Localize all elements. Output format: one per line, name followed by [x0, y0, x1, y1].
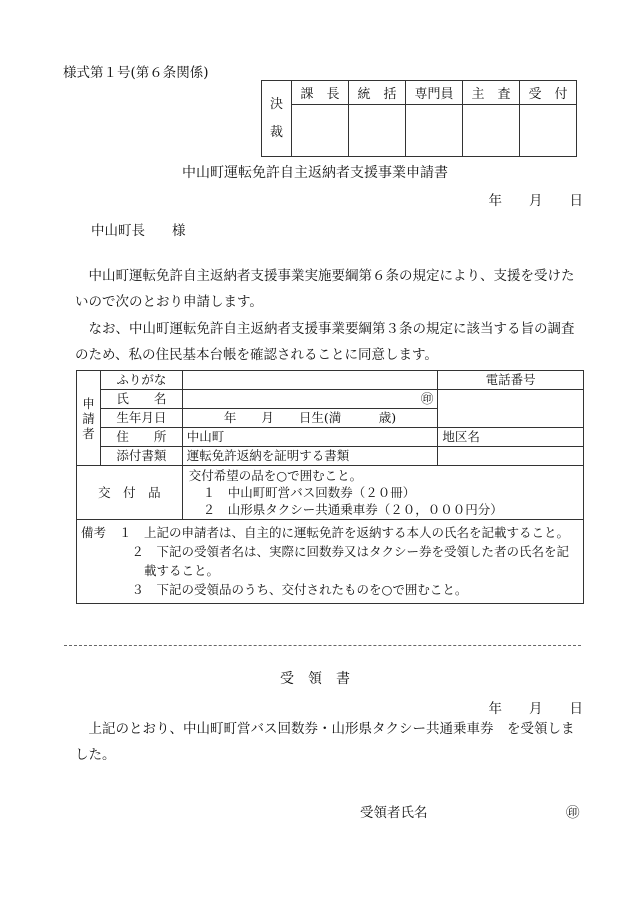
attachment-empty-cell [438, 447, 584, 466]
remarks-label: 備考 [81, 525, 107, 540]
approval-col-uketsuke: 受 付 [520, 81, 577, 105]
approval-stamp-box[interactable] [520, 105, 577, 157]
receipt-body: 上記のとおり、中山町町営バス回数券・山形県タクシー共通乗車券 を受領しました。 [75, 721, 575, 763]
name-label: 氏 名 [100, 390, 182, 409]
address-label: 住 所 [100, 428, 182, 447]
remarks-cell [77, 520, 584, 604]
phone-label: 電話番号 [438, 371, 584, 390]
furigana-field[interactable] [182, 371, 438, 390]
address-field[interactable]: 中山町 [182, 428, 438, 447]
document-title: 中山町運転免許自主返納者支援事業申請書 [182, 165, 448, 181]
approval-col-kacho: 課 長 [292, 81, 349, 105]
applicant-section-label: 申 請 者 [77, 371, 101, 466]
form-number: 様式第１号(第６条関係) [63, 65, 209, 81]
birth-field[interactable]: 年 月 日生(満 歳) [182, 409, 438, 428]
phone-field[interactable] [438, 390, 584, 428]
application-date[interactable]: 年 月 日 [488, 193, 583, 209]
seal-mark: ㊞ [420, 391, 434, 406]
grant-options [182, 466, 583, 520]
district-field[interactable]: 地区名 [438, 428, 584, 447]
remark-note-1: １ 上記の申請者は、自主的に運転免許を返納する本人の氏名を記載すること。 [119, 525, 570, 540]
attachment-field: 運転免許返納を証明する書類 [182, 447, 438, 466]
intro-paragraph-1: 中山町運転免許自主返納者支援事業実施要綱第６条の規定により、支援を受けたいので次のとおり申請します。 [75, 268, 575, 310]
approval-stamp-box[interactable] [292, 105, 349, 157]
name-field[interactable] [182, 390, 438, 409]
approval-stamp-box[interactable] [406, 105, 463, 157]
addressee: 中山町長 様 [91, 223, 186, 239]
approval-col-shusa: 主 査 [463, 81, 520, 105]
recipient-seal-mark: ㊞ [566, 805, 580, 821]
grant-label: 交 付 品 [77, 466, 183, 520]
cut-line [64, 645, 581, 646]
approval-stamp-box[interactable] [463, 105, 520, 157]
approval-col-senmonin: 専門員 [406, 81, 463, 105]
receipt-date[interactable]: 年 月 日 [488, 701, 583, 717]
grant-item-taxi-tickets[interactable]: ２ 山形県タクシー共通乗車券（２０，０００円分） [202, 502, 503, 517]
approval-col-tokatsu: 統 括 [349, 81, 406, 105]
attachment-label: 添付書類 [100, 447, 182, 466]
receipt-title: 受 領 書 [280, 671, 350, 687]
remark-note-3: ３ 下記の受領品のうち、交付されたものを○で囲むこと。 [131, 582, 468, 597]
remark-note-2: ２ 下記の受領者名は、実際に回数券又はタクシー券を受領した者の氏名を記載すること。 [131, 544, 570, 578]
approval-stamp-box[interactable] [349, 105, 406, 157]
application-table [76, 370, 584, 604]
grant-instruction: 交付希望の品を○で囲むこと。 [188, 468, 363, 483]
intro-paragraph-2: なお、中山町運転免許自主返納者支援事業要綱第３条の規定に該当する旨の調査のため、私の住民基本台帳を確認されることに同意します。 [75, 321, 575, 363]
grant-item-bus-tickets[interactable]: １ 中山町町営バス回数券（２０冊） [202, 485, 416, 500]
approval-stamp-table [261, 80, 577, 157]
birth-label: 生年月日 [100, 409, 182, 428]
approval-kessai-label: 決 裁 [262, 81, 292, 157]
furigana-label: ふりがな [100, 371, 182, 390]
recipient-label: 受領者氏名 [360, 805, 428, 821]
